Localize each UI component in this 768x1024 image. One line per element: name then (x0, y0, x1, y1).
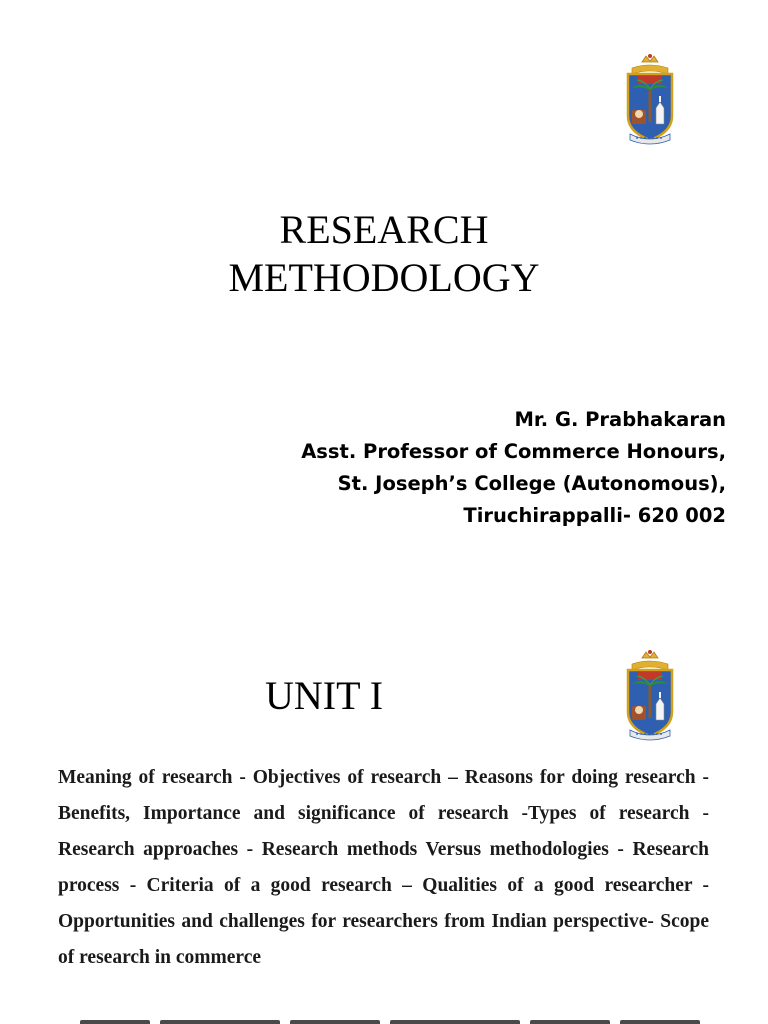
author-designation: Asst. Professor of Commerce Honours, (301, 440, 726, 463)
author-city: Tiruchirappalli- 620 002 (463, 504, 726, 527)
college-crest-icon (620, 648, 680, 742)
unit-slide (0, 620, 768, 1024)
unit-syllabus: Meaning of research - Objectives of research – Reasons for doing research - Benefits, Importance and significance of research -Types of research - Research approaches - Research methods Versus methodologies - Research process - Criteria of a good research – Qualities of a good researcher - Opportunities and challenges for researchers from Indian perspective- Scope of research in commerce (58, 767, 709, 968)
title-line-2: METHODOLOGY (228, 255, 540, 300)
unit-title: UNIT I (265, 673, 384, 718)
college-crest-icon (620, 52, 680, 146)
presentation-title (0, 206, 768, 302)
truncated-text-line (80, 1016, 700, 1024)
author-college: St. Joseph’s College (Autonomous), (337, 472, 726, 495)
author-name: Mr. G. Prabhakaran (514, 408, 726, 431)
author-block (301, 404, 726, 532)
title-line-1: RESEARCH (279, 207, 489, 252)
